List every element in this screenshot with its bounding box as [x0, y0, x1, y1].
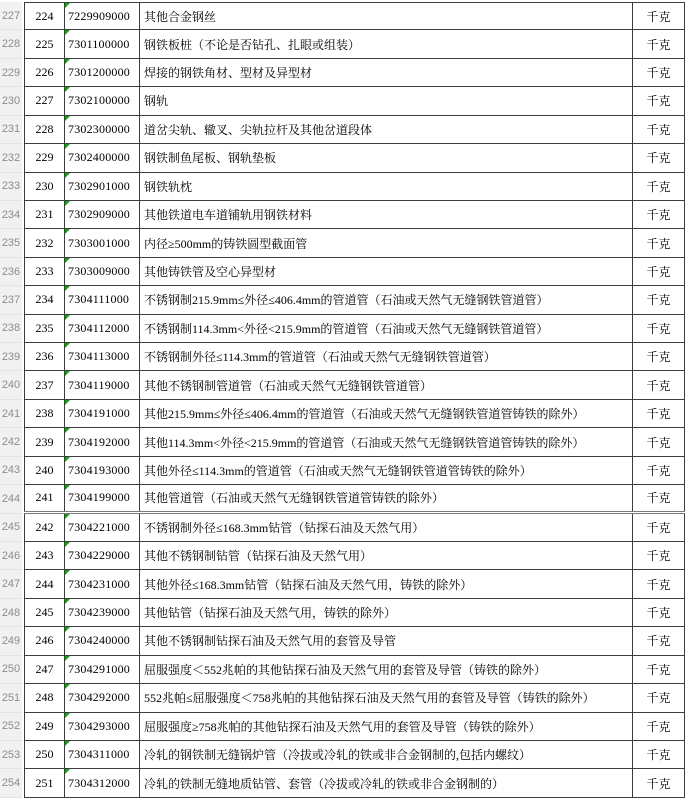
table-row — [0, 286, 685, 314]
row-number-header[interactable]: 228 — [0, 30, 22, 58]
cell-hs-code[interactable] — [65, 286, 140, 313]
cell-sequence-number[interactable]: 239 — [24, 428, 65, 455]
cell-unit[interactable]: 千克 — [633, 315, 685, 342]
cell-commodity-description[interactable]: 焊接的钢铁角材、型材及异型材 — [140, 59, 633, 86]
row-cells — [24, 514, 685, 542]
table-row — [0, 2, 685, 30]
text-format-triangle-icon — [65, 286, 70, 291]
row-cells — [24, 769, 685, 797]
cell-commodity-description[interactable]: 其他外径≤114.3mm的管道管（石油或天然气无缝钢铁管道管铸铁的除外） — [140, 457, 633, 484]
cell-commodity-description[interactable]: 钢铁板桩（不论是否钻孔、扎眼或组装） — [140, 30, 633, 57]
row-number-header[interactable]: 242 — [0, 428, 22, 456]
cell-commodity-description[interactable]: 其他管道管（石油或天然气无缝钢铁管道管铸铁的除外） — [140, 485, 633, 510]
row-number-header[interactable]: 243 — [0, 457, 22, 485]
hs-code-text: 7304240000 — [68, 633, 130, 648]
cell-commodity-description[interactable]: 552兆帕≤屈服强度＜758兆帕的其他钻探石油及天然气用的套管及导管（铸铁的除外） — [140, 684, 633, 711]
row-number-header[interactable]: 233 — [0, 173, 22, 201]
hs-code-text: 7304119000 — [68, 377, 130, 392]
table-row — [0, 570, 685, 598]
cell-unit[interactable]: 千克 — [633, 627, 685, 654]
text-format-triangle-icon — [65, 144, 70, 149]
row-number-header[interactable]: 237 — [0, 286, 22, 314]
cell-unit[interactable]: 千克 — [633, 514, 685, 541]
row-number-header[interactable]: 235 — [0, 229, 22, 257]
row-cells — [24, 570, 685, 598]
cell-hs-code[interactable] — [65, 87, 140, 114]
text-format-triangle-icon — [65, 201, 70, 206]
cell-unit[interactable]: 千克 — [633, 457, 685, 484]
hs-code-text: 7301100000 — [68, 36, 130, 51]
cell-commodity-description[interactable]: 不锈钢制215.9mm≤外径≤406.4mm的管道管（石油或天然气无缝钢铁管道管） — [140, 286, 633, 313]
hs-code-text: 7304239000 — [68, 605, 130, 620]
cell-unit[interactable]: 千克 — [633, 684, 685, 711]
hs-code-text: 7304113000 — [68, 349, 130, 364]
hs-code-text: 7304293000 — [68, 718, 130, 733]
hs-code-text: 7302400000 — [68, 150, 130, 165]
cell-sequence-number[interactable]: 226 — [24, 59, 65, 86]
text-format-triangle-icon — [65, 173, 70, 178]
cell-hs-code[interactable] — [65, 173, 140, 200]
cell-unit[interactable]: 千克 — [633, 116, 685, 143]
text-format-triangle-icon — [65, 428, 70, 433]
row-cells — [24, 627, 685, 655]
row-number-header[interactable]: 241 — [0, 400, 22, 428]
cell-sequence-number[interactable]: 244 — [24, 570, 65, 597]
cell-commodity-description[interactable]: 不锈钢制外径≤168.3mm钻管（钻探石油及天然气用） — [140, 514, 633, 541]
table-row — [0, 116, 685, 144]
hs-code-text: 7304111000 — [68, 292, 130, 307]
cell-sequence-number[interactable]: 235 — [24, 315, 65, 342]
cell-hs-code[interactable] — [65, 485, 140, 510]
row-number-header[interactable]: 249 — [0, 627, 22, 655]
cell-hs-code[interactable] — [65, 514, 140, 541]
table-row — [0, 400, 685, 428]
text-format-triangle-icon — [65, 485, 70, 490]
cell-sequence-number[interactable]: 231 — [24, 201, 65, 228]
cell-sequence-number[interactable]: 234 — [24, 286, 65, 313]
cell-hs-code[interactable] — [65, 315, 140, 342]
cell-commodity-description[interactable]: 冷轧的铁制无缝地质钻管、套管（冷拔或冷轧的铁或非合金钢制的） — [140, 769, 633, 796]
cell-sequence-number[interactable]: 242 — [24, 514, 65, 541]
table-row — [0, 87, 685, 115]
cell-commodity-description[interactable]: 道岔尖轨、辙叉、尖轨拉杆及其他岔道段体 — [140, 116, 633, 143]
cell-commodity-description[interactable]: 不锈钢制外径≤114.3mm的管道管（石油或天然气无缝钢铁管道管） — [140, 343, 633, 370]
row-cells — [24, 59, 685, 87]
cell-sequence-number[interactable]: 251 — [24, 769, 65, 796]
hs-code-text: 7229909000 — [68, 8, 130, 23]
row-cells — [24, 116, 685, 144]
table-row — [0, 258, 685, 286]
hs-code-text: 7302100000 — [68, 93, 130, 108]
cell-commodity-description[interactable]: 冷轧的钢铁制无缝锅炉管（冷拔或冷轧的铁或非合金钢制的,包括内螺纹） — [140, 741, 633, 768]
text-format-triangle-icon — [65, 570, 70, 575]
hs-code-text: 7302909000 — [68, 207, 130, 222]
cell-hs-code[interactable] — [65, 3, 140, 29]
cell-commodity-description[interactable]: 钢铁轨枕 — [140, 173, 633, 200]
cell-unit[interactable]: 千克 — [633, 201, 685, 228]
cell-commodity-description[interactable]: 钢轨 — [140, 87, 633, 114]
cell-unit[interactable]: 千克 — [633, 741, 685, 768]
row-cells — [24, 741, 685, 769]
row-number-header[interactable]: 227 — [0, 2, 22, 30]
cell-sequence-number[interactable]: 236 — [24, 343, 65, 370]
text-format-triangle-icon — [65, 713, 70, 718]
hs-code-text: 7304192000 — [68, 434, 130, 449]
cell-sequence-number[interactable]: 237 — [24, 371, 65, 398]
cell-unit[interactable]: 千克 — [633, 229, 685, 256]
cell-commodity-description[interactable]: 其他215.9mm≤外径≤406.4mm的管道管（石油或天然气无缝钢铁管道管铸铁的除外） — [140, 400, 633, 427]
hs-code-text: 7304193000 — [68, 462, 130, 477]
cell-commodity-description[interactable]: 钢铁制鱼尾板、钢轨垫板 — [140, 144, 633, 171]
cell-hs-code[interactable] — [65, 371, 140, 398]
cell-commodity-description[interactable]: 其他外径≤168.3mm钻管（钻探石油及天然气用，铸铁的除外） — [140, 570, 633, 597]
row-number-header[interactable]: 247 — [0, 570, 22, 598]
hs-code-text: 7303009000 — [68, 264, 130, 278]
row-cells — [24, 656, 685, 684]
hs-code-text: 7304312000 — [68, 775, 130, 790]
hs-code-text: 7304231000 — [68, 576, 130, 591]
row-number-header[interactable]: 236 — [0, 258, 22, 286]
row-number-header[interactable]: 240 — [0, 371, 22, 399]
row-cells — [24, 201, 685, 229]
row-cells — [24, 173, 685, 201]
text-format-triangle-icon — [65, 656, 70, 661]
row-number-header[interactable]: 254 — [0, 769, 22, 797]
table-row — [0, 741, 685, 769]
cell-unit[interactable]: 千克 — [633, 428, 685, 455]
cell-commodity-description[interactable]: 屈服强度＜552兆帕的其他钻探石油及天然气用的套管及导管（铸铁的除外） — [140, 656, 633, 683]
row-cells — [24, 2, 685, 30]
cell-unit[interactable]: 千克 — [633, 485, 685, 510]
text-format-triangle-icon — [65, 371, 70, 376]
cell-hs-code[interactable] — [65, 400, 140, 427]
spreadsheet-grid — [0, 2, 685, 798]
row-cells — [24, 229, 685, 257]
text-format-triangle-icon — [65, 457, 70, 462]
cell-sequence-number[interactable]: 245 — [24, 599, 65, 626]
cell-hs-code[interactable] — [65, 229, 140, 256]
hs-code-text: 7304311000 — [68, 747, 130, 762]
cell-sequence-number[interactable]: 238 — [24, 400, 65, 427]
cell-hs-code[interactable] — [65, 741, 140, 768]
cell-hs-code[interactable] — [65, 713, 140, 740]
cell-sequence-number[interactable]: 248 — [24, 684, 65, 711]
cell-unit[interactable]: 千克 — [633, 343, 685, 370]
table-row — [0, 627, 685, 655]
table-row — [0, 656, 685, 684]
cell-hs-code[interactable] — [65, 457, 140, 484]
cell-commodity-description[interactable]: 其他铸铁管及空心异型材 — [140, 258, 633, 285]
hs-code-text: 7304292000 — [68, 690, 130, 705]
row-cells — [24, 87, 685, 115]
hs-code-text: 7304112000 — [68, 320, 130, 335]
cell-hs-code[interactable] — [65, 684, 140, 711]
hs-code-text: 7303001000 — [68, 235, 130, 250]
cell-unit[interactable]: 千克 — [633, 173, 685, 200]
table-row — [0, 428, 685, 456]
cell-commodity-description[interactable]: 其他铁道电车道铺轨用钢铁材料 — [140, 201, 633, 228]
row-cells — [24, 144, 685, 172]
row-number-header[interactable]: 245 — [0, 514, 22, 542]
cell-sequence-number[interactable]: 227 — [24, 87, 65, 114]
cell-commodity-description[interactable]: 其他钻管（钻探石油及天然气用，铸铁的除外） — [140, 599, 633, 626]
cell-unit[interactable]: 千克 — [633, 3, 685, 29]
cell-hs-code[interactable] — [65, 428, 140, 455]
cell-sequence-number[interactable]: 243 — [24, 542, 65, 569]
cell-unit[interactable]: 千克 — [633, 258, 685, 285]
table-row — [0, 713, 685, 741]
cell-commodity-description[interactable]: 其他不锈钢制管道管（石油或天然气无缝钢铁管道管） — [140, 371, 633, 398]
hs-code-text: 7301200000 — [68, 65, 130, 80]
cell-sequence-number[interactable]: 230 — [24, 173, 65, 200]
table-row — [0, 457, 685, 485]
row-number-header[interactable]: 248 — [0, 599, 22, 627]
cell-sequence-number[interactable]: 224 — [24, 3, 65, 29]
cell-unit[interactable]: 千克 — [633, 144, 685, 171]
table-row — [0, 315, 685, 343]
text-format-triangle-icon — [65, 400, 70, 405]
row-number-header[interactable]: 238 — [0, 315, 22, 343]
cell-commodity-description[interactable]: 其他不锈钢制钻探石油及天然气用的套管及导管 — [140, 627, 633, 654]
cell-sequence-number[interactable]: 249 — [24, 713, 65, 740]
cell-commodity-description[interactable]: 其他114.3mm<外径<215.9mm的管道管（石油或天然气无缝钢铁管道管铸铁的除外） — [140, 428, 633, 455]
cell-commodity-description[interactable]: 屈服强度≥758兆帕的其他钻探石油及天然气用的套管及导管（铸铁的除外） — [140, 713, 633, 740]
row-cells — [24, 599, 685, 627]
row-cells — [24, 258, 685, 286]
text-format-triangle-icon — [65, 627, 70, 632]
cell-hs-code[interactable] — [65, 144, 140, 171]
cell-sequence-number[interactable]: 247 — [24, 656, 65, 683]
cell-unit[interactable]: 千克 — [633, 87, 685, 114]
cell-hs-code[interactable] — [65, 343, 140, 370]
cell-hs-code[interactable] — [65, 258, 140, 285]
text-format-triangle-icon — [65, 343, 70, 348]
cell-commodity-description[interactable]: 内径≥500mm的铸铁圆型截面管 — [140, 229, 633, 256]
text-format-triangle-icon — [65, 87, 70, 92]
cell-unit[interactable]: 千克 — [633, 30, 685, 57]
row-number-header[interactable]: 244 — [0, 485, 22, 513]
row-cells — [24, 457, 685, 485]
row-cells — [24, 371, 685, 399]
table-row — [0, 769, 685, 797]
text-format-triangle-icon — [65, 258, 70, 263]
cell-unit[interactable]: 千克 — [633, 656, 685, 683]
table-row — [0, 229, 685, 257]
cell-unit[interactable]: 千克 — [633, 542, 685, 569]
table-row — [0, 144, 685, 172]
row-number-header[interactable]: 252 — [0, 713, 22, 741]
text-format-triangle-icon — [65, 315, 70, 320]
row-cells — [24, 485, 685, 513]
cell-unit[interactable]: 千克 — [633, 713, 685, 740]
text-format-triangle-icon — [65, 514, 70, 519]
hs-code-text: 7304221000 — [68, 519, 130, 534]
row-cells — [24, 713, 685, 741]
row-cells — [24, 400, 685, 428]
cell-sequence-number[interactable]: 232 — [24, 229, 65, 256]
text-format-triangle-icon — [65, 59, 70, 64]
cell-sequence-number[interactable]: 250 — [24, 741, 65, 768]
row-number-header[interactable]: 253 — [0, 741, 22, 769]
cell-sequence-number[interactable]: 240 — [24, 457, 65, 484]
cell-sequence-number[interactable]: 225 — [24, 30, 65, 57]
row-number-header[interactable]: 234 — [0, 201, 22, 229]
table-row — [0, 30, 685, 58]
cell-unit[interactable]: 千克 — [633, 371, 685, 398]
cell-hs-code[interactable] — [65, 599, 140, 626]
row-number-header[interactable]: 239 — [0, 343, 22, 371]
hs-code-text: 7304199000 — [68, 490, 130, 505]
table-row — [0, 201, 685, 229]
hs-code-text: 7304229000 — [68, 548, 130, 563]
row-cells — [24, 542, 685, 570]
table-row — [0, 371, 685, 399]
row-number-header[interactable]: 230 — [0, 87, 22, 115]
cell-unit[interactable]: 千克 — [633, 599, 685, 626]
cell-hs-code[interactable] — [65, 201, 140, 228]
text-format-triangle-icon — [65, 542, 70, 547]
cell-unit[interactable]: 千克 — [633, 400, 685, 427]
table-row — [0, 343, 685, 371]
row-cells — [24, 343, 685, 371]
row-cells — [24, 684, 685, 712]
table-row — [0, 684, 685, 712]
row-number-header[interactable]: 229 — [0, 59, 22, 87]
cell-unit[interactable]: 千克 — [633, 286, 685, 313]
cell-commodity-description[interactable]: 其他合金钢丝 — [140, 3, 633, 29]
cell-commodity-description[interactable]: 其他不锈钢制钻管（钻探石油及天然气用） — [140, 542, 633, 569]
cell-hs-code[interactable] — [65, 570, 140, 597]
text-format-triangle-icon — [65, 741, 70, 746]
cell-hs-code[interactable] — [65, 656, 140, 683]
cell-unit[interactable]: 千克 — [633, 570, 685, 597]
row-cells — [24, 315, 685, 343]
row-number-header[interactable]: 246 — [0, 542, 22, 570]
table-row — [0, 173, 685, 201]
table-row — [0, 599, 685, 627]
text-format-triangle-icon — [65, 684, 70, 689]
text-format-triangle-icon — [65, 30, 70, 35]
row-cells — [24, 428, 685, 456]
cell-commodity-description[interactable]: 不锈钢制114.3mm<外径<215.9mm的管道管（石油或天然气无缝钢铁管道管） — [140, 315, 633, 342]
cell-hs-code[interactable] — [65, 59, 140, 86]
hs-code-text: 7302300000 — [68, 121, 130, 136]
row-number-header[interactable]: 232 — [0, 144, 22, 172]
row-number-header[interactable]: 231 — [0, 116, 22, 144]
table-row — [0, 485, 685, 513]
row-number-header[interactable]: 251 — [0, 684, 22, 712]
cell-hs-code[interactable] — [65, 30, 140, 57]
text-format-triangle-icon — [65, 599, 70, 604]
hs-code-text: 7302901000 — [68, 178, 130, 193]
cell-sequence-number[interactable]: 241 — [24, 485, 65, 510]
cell-sequence-number[interactable]: 233 — [24, 258, 65, 285]
table-row — [0, 514, 685, 542]
text-format-triangle-icon — [65, 229, 70, 234]
row-cells — [24, 30, 685, 58]
cell-hs-code[interactable] — [65, 627, 140, 654]
text-format-triangle-icon — [65, 116, 70, 121]
table-row — [0, 59, 685, 87]
cell-unit[interactable]: 千克 — [633, 769, 685, 796]
text-format-triangle-icon — [65, 769, 70, 774]
cell-hs-code[interactable] — [65, 769, 140, 796]
hs-code-text: 7304191000 — [68, 406, 130, 421]
cell-unit[interactable]: 千克 — [633, 59, 685, 86]
cell-sequence-number[interactable]: 229 — [24, 144, 65, 171]
text-format-triangle-icon — [65, 3, 70, 8]
row-number-header[interactable]: 250 — [0, 656, 22, 684]
cell-sequence-number[interactable]: 228 — [24, 116, 65, 143]
cell-hs-code[interactable] — [65, 116, 140, 143]
hs-code-text: 7304291000 — [68, 661, 130, 676]
cell-hs-code[interactable] — [65, 542, 140, 569]
cell-sequence-number[interactable]: 246 — [24, 627, 65, 654]
table-row — [0, 542, 685, 570]
row-cells — [24, 286, 685, 314]
